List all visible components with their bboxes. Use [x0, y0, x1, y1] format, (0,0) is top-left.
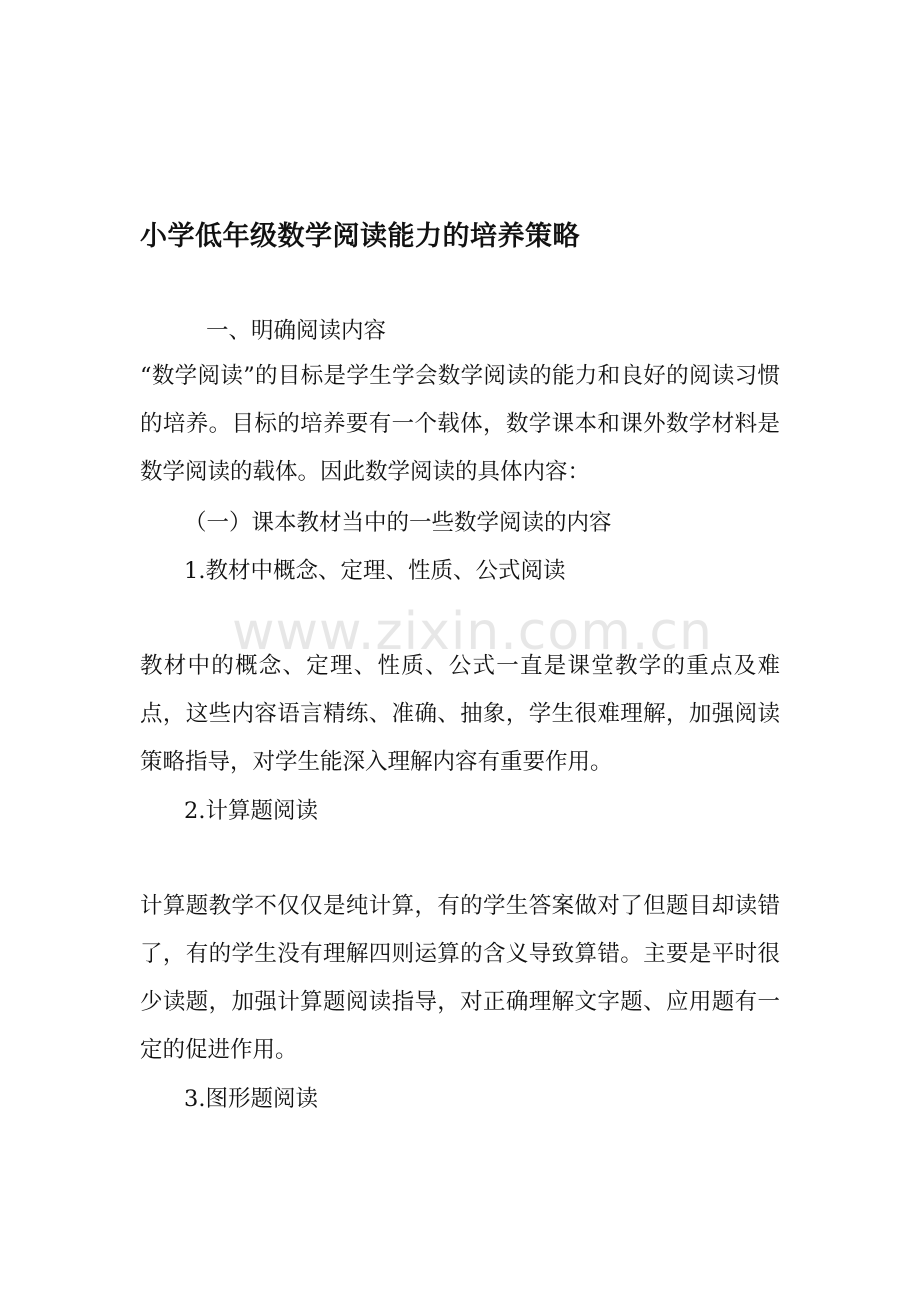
item-paragraph-2: 计算题教学不仅仅是纯计算，有的学生答案做对了但题目却读错了，有的学生没有理解四则运算的含义导致算错。主要是平时很少读题，加强计算题阅读指导，对正确理解文字题、应用题有一定的促进作用。 — [140, 893, 780, 1063]
item-heading-1: 1.教材中概念、定理、性质、公式阅读 — [184, 558, 566, 584]
item-heading-2: 2.计算题阅读 — [184, 798, 318, 824]
watermark: www.zixin.com.cn — [232, 602, 713, 662]
item-heading-3: 3.图形题阅读 — [184, 1086, 318, 1112]
section-heading: 一、明确阅读内容 — [206, 318, 387, 344]
document-title: 小学低年级数学阅读能力的培养策略 — [140, 221, 580, 252]
item-paragraph-1: 教材中的概念、定理、性质、公式一直是课堂教学的重点及难点，这些内容语言精练、准确、抽象，学生很难理解，加强阅读策略指导，对学生能深入理解内容有重要作用。 — [140, 653, 780, 775]
intro-paragraph: “数学阅读”的目标是学生学会数学阅读的能力和良好的阅读习惯的培养。目标的培养要有一个载体，数学课本和课外数学材料是数学阅读的载体。因此数学阅读的具体内容： — [140, 363, 780, 485]
subsection-heading: （一）课本教材当中的一些数学阅读的内容 — [184, 510, 612, 536]
